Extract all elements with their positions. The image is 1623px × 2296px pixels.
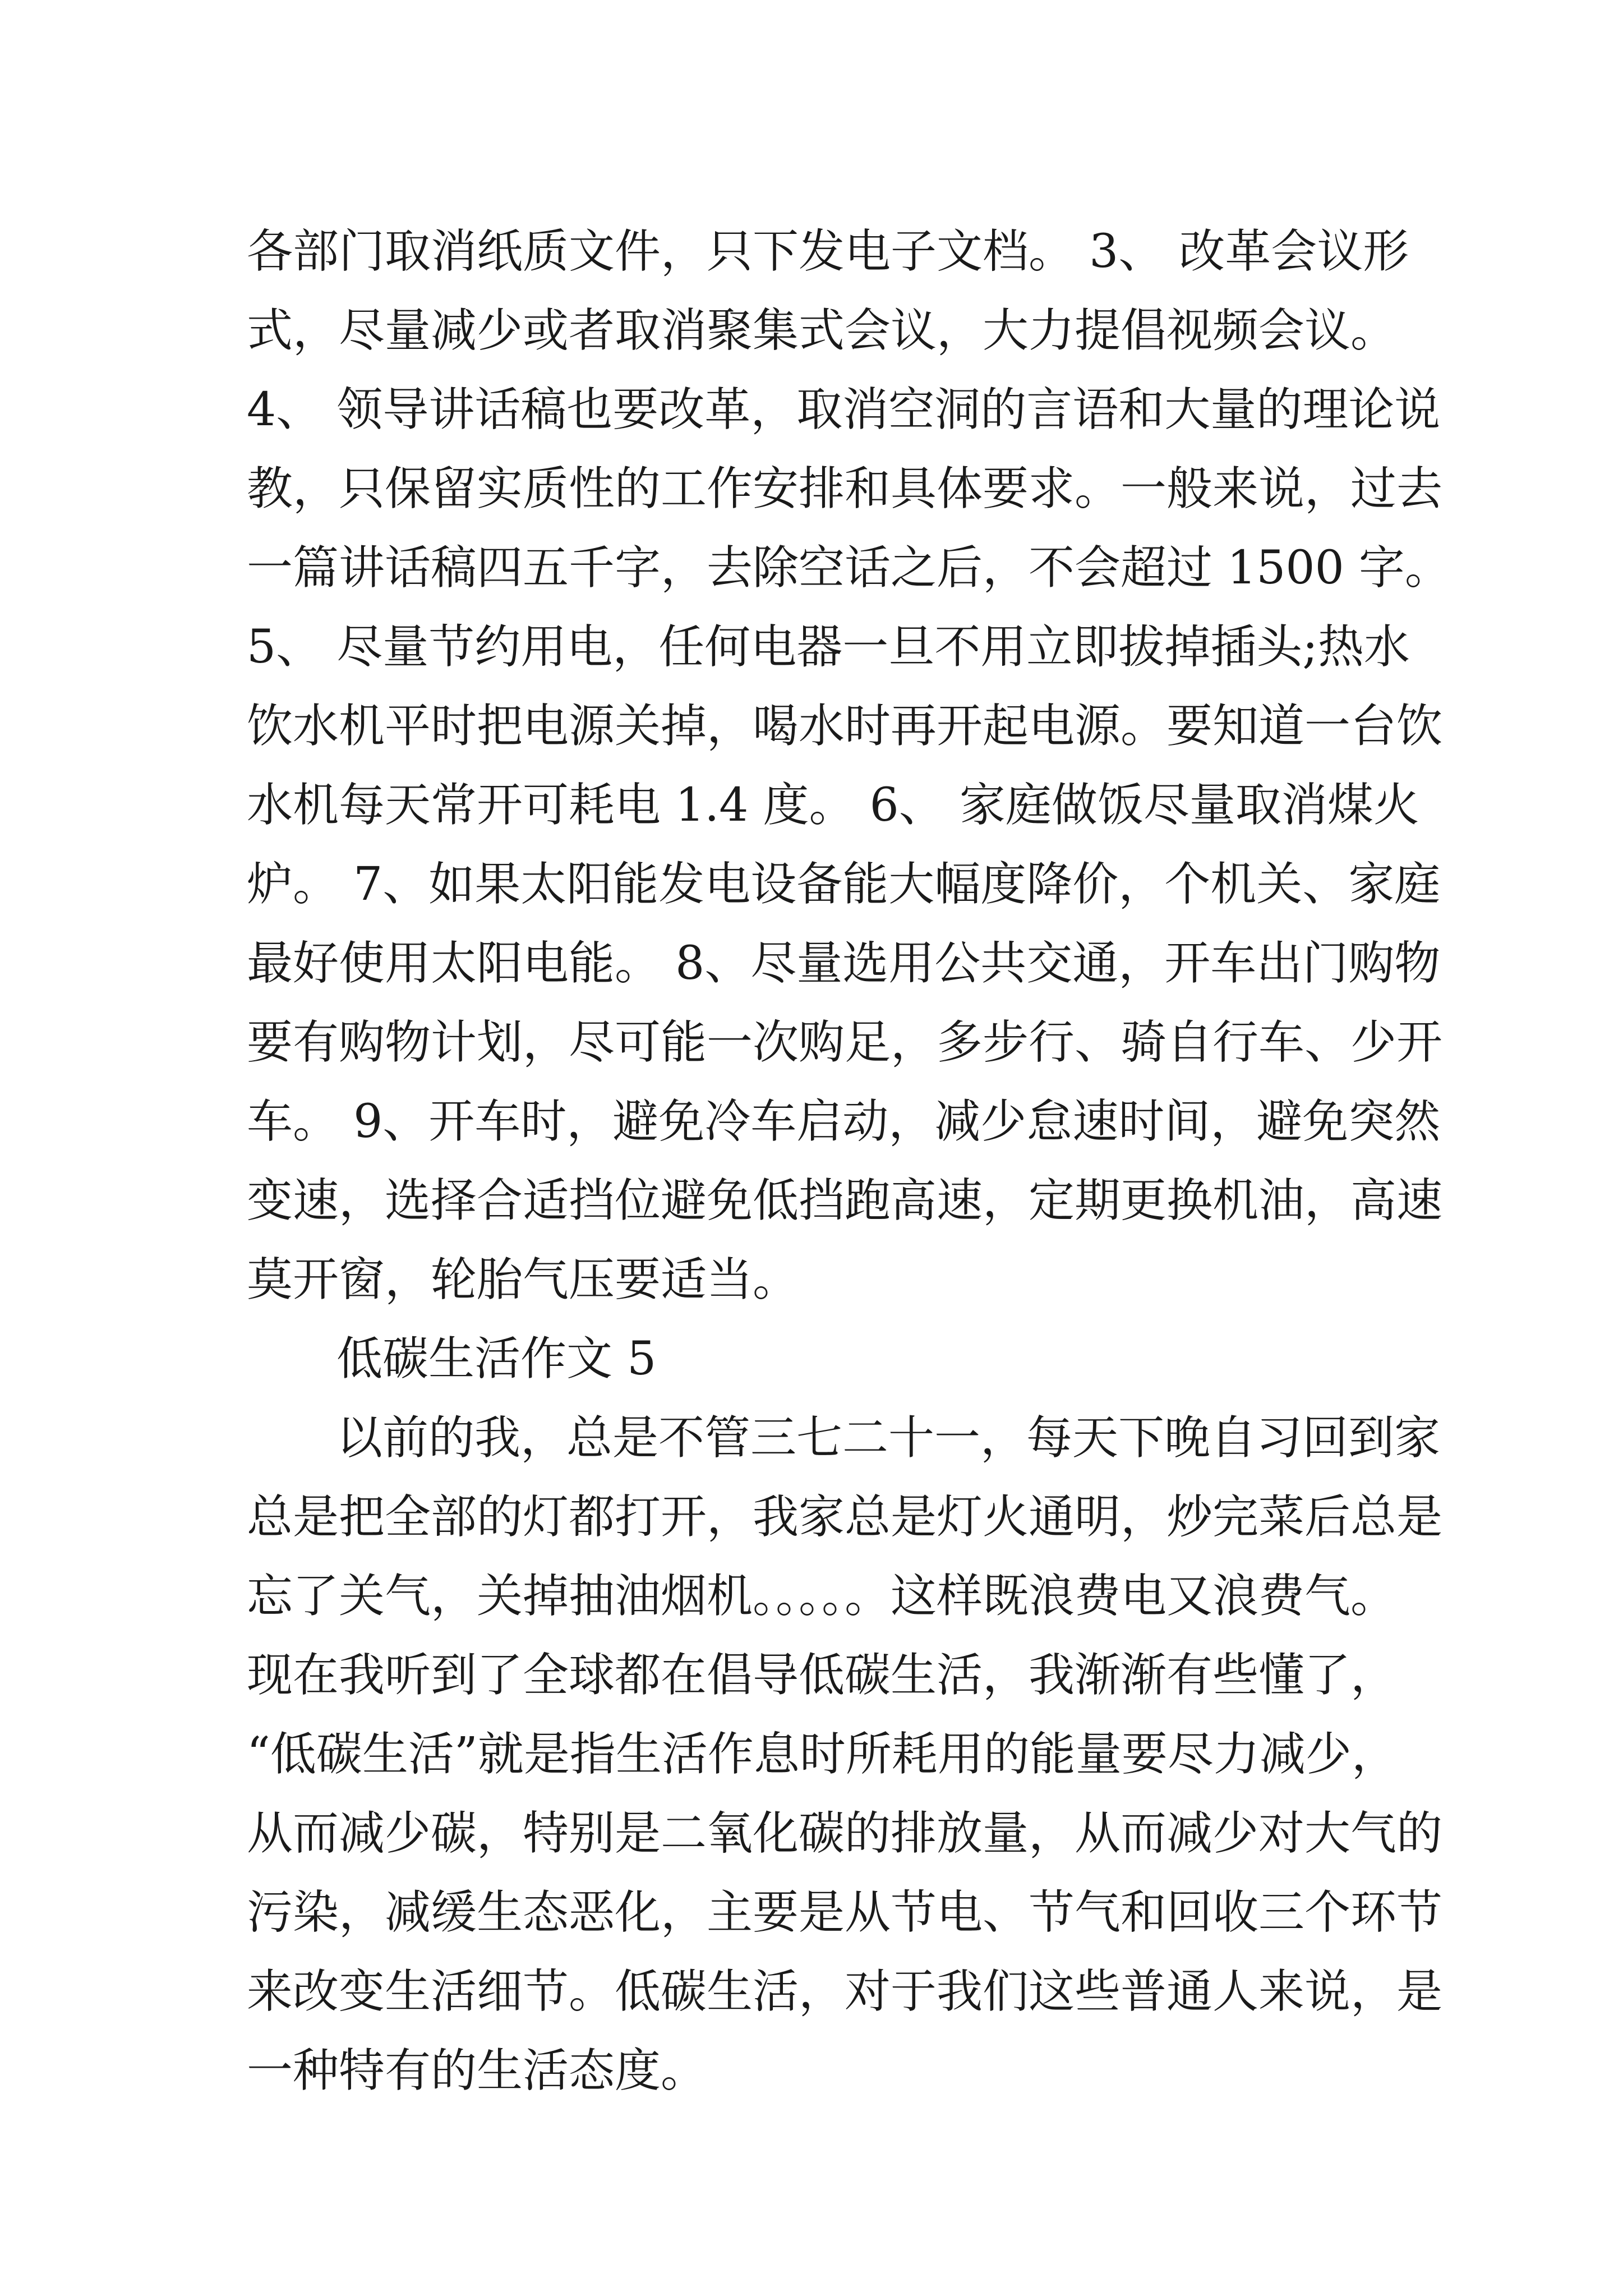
text-line: 要有购物计划，尽可能一次购足，多步行、骑自行车、少开 (247, 1016, 1443, 1069)
text-line: 教，只保留实质性的工作安排和具体要求。一般来说，过去 (247, 462, 1443, 516)
paragraph-continued (247, 212, 1451, 1319)
text-line: 来改变生活细节。低碳生活，对于我们这些普通人来说，是 (247, 1965, 1443, 2018)
section-heading: 低碳生活作文 5 (336, 1332, 657, 1386)
text-line: 莫开窗，轮胎气压要适当。 (247, 1253, 799, 1306)
text-line: 式，尽量减少或者取消聚集式会议，大力提倡视频会议。 (247, 304, 1397, 357)
text-line: 最好使用太阳电能。 8、尽量选用公共交通，开车出门购物 (247, 937, 1441, 990)
text-line: 水机每天常开可耗电 1.4 度。 6、 家庭做饭尽量取消煤火 (247, 779, 1419, 832)
text-line: 以前的我，总是不管三七二十一，每天下晚自习回到家 (336, 1411, 1441, 1465)
text-line: 炉。 7、如果太阳能发电设备能大幅度降价，个机关、家庭 (247, 858, 1441, 911)
text-line: 5、 尽量节约用电，任何电器一旦不用立即拔掉插头;热水 (247, 620, 1410, 674)
text-line: 一篇讲话稿四五千字，去除空话之后，不会超过 1500 字。 (247, 541, 1451, 595)
text-line: “低碳生活”就是指生活作息时所耗用的能量要尽力减少， (247, 1728, 1398, 1781)
text-line: 现在我听到了全球都在倡导低碳生活，我渐渐有些懂了， (247, 1649, 1397, 1702)
text-line: 从而减少碳，特别是二氧化碳的排放量，从而减少对大气的 (247, 1807, 1443, 1860)
text-line: 变速，选择合适挡位避免低挡跑高速，定期更换机油，高速 (247, 1174, 1443, 1227)
text-line: 一种特有的生活态度。 (247, 2044, 707, 2097)
text-line: 各部门取消纸质文件，只下发电子文档。 3、 改革会议形 (247, 225, 1409, 278)
text-line: 饮水机平时把电源关掉，喝水时再开起电源。要知道一台饮 (247, 700, 1443, 753)
text-line: 车。 9、开车时，避免冷车启动，减少怠速时间，避免突然 (247, 1095, 1441, 1148)
text-line: 污染，减缓生态恶化，主要是从节电、节气和回收三个环节 (247, 1886, 1443, 1939)
text-line: 总是把全部的灯都打开，我家总是灯火通明，炒完菜后总是 (247, 1490, 1443, 1544)
text-line: 忘了关气，关掉抽油烟机。。。。。这样既浪费电又浪费气。 (247, 1570, 1397, 1623)
paragraph-essay (247, 1398, 1443, 2110)
text-line: 4、 领导讲话稿也要改革，取消空洞的言语和大量的理论说 (247, 383, 1441, 436)
section-heading-block (247, 1319, 1391, 1398)
